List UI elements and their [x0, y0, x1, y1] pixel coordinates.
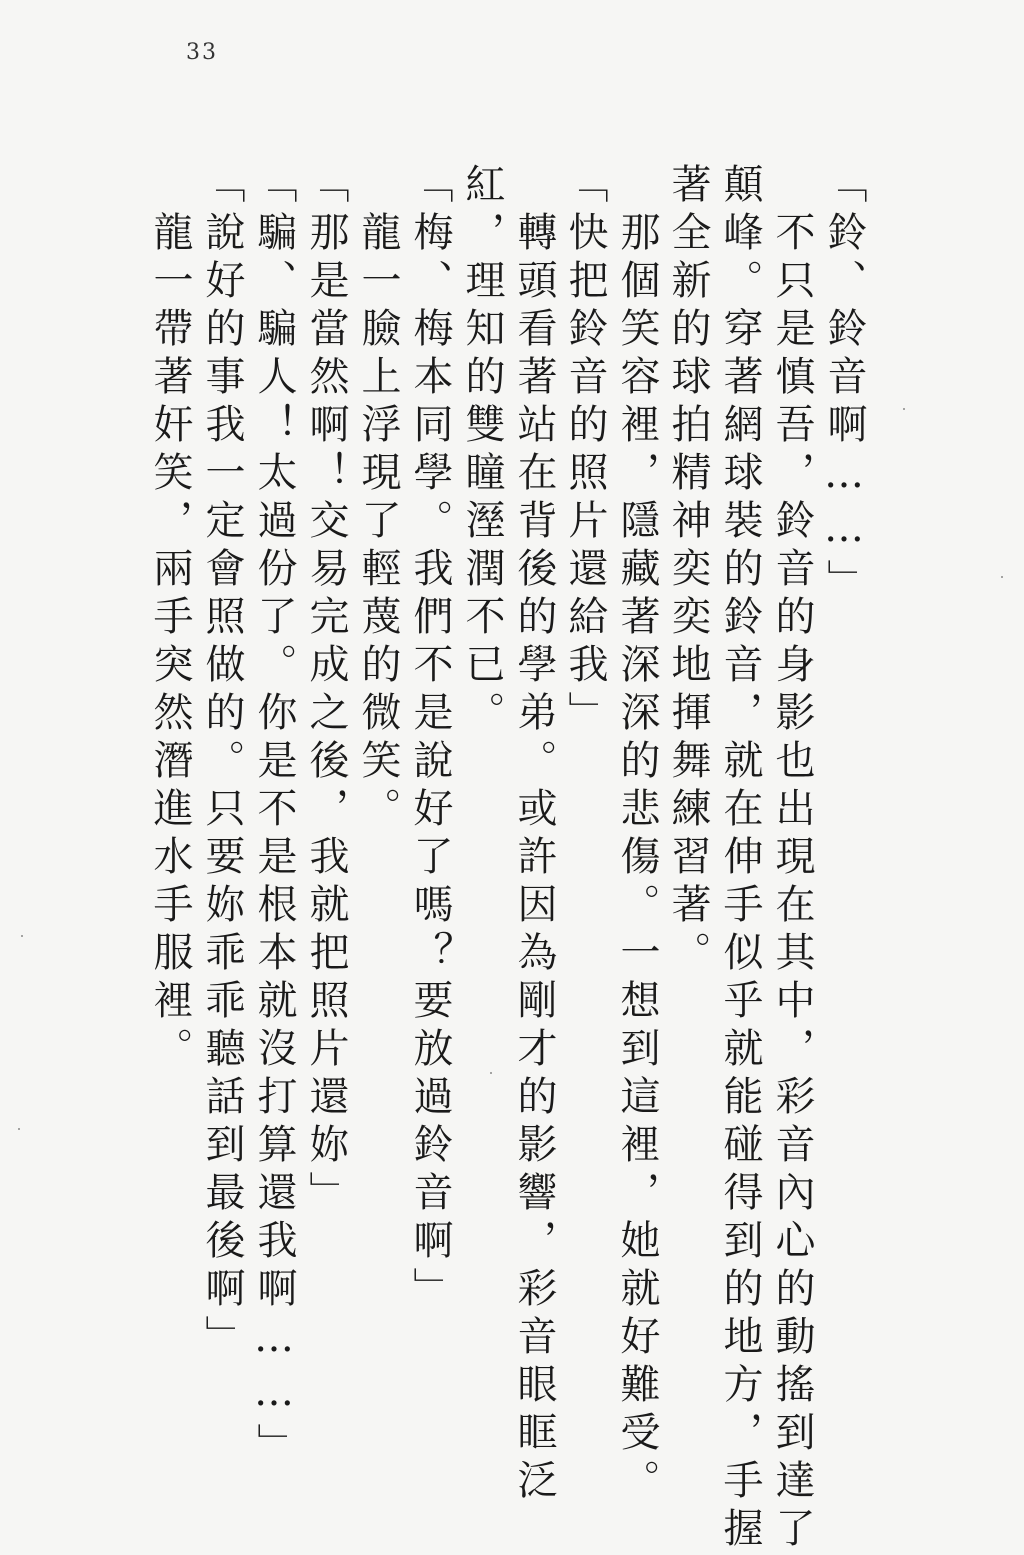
text-column: 「騙、騙人！太過份了。你是不是根本就沒打算還我啊……」	[251, 163, 297, 1471]
text-column: 「梅、梅本同學。我們不是說好了嗎？要放過鈴音啊」	[407, 163, 453, 1315]
scan-speck	[21, 935, 23, 937]
scan-speck	[490, 1072, 492, 1074]
text-column: 轉頭看著站在背後的學弟。或許因為剛才的影響，彩音眼眶泛	[511, 163, 557, 1507]
scan-speck	[18, 1128, 20, 1130]
text-column: 顛峰。穿著網球裝的鈴音，就在伸手似乎就能碰得到的地方，手握	[717, 163, 763, 1555]
text-column: 龍一帶著奸笑，兩手突然潛進水手服裡。	[147, 163, 193, 1075]
text-column: 「鈴、鈴音啊……」	[821, 163, 867, 607]
text-column: 紅，理知的雙瞳溼潤不已。	[459, 163, 505, 739]
text-column: 不只是慎吾，鈴音的身影也出現在其中，彩音內心的動搖到達了	[769, 163, 815, 1555]
text-column: 「那是當然啊！交易完成之後，我就把照片還妳」	[303, 163, 349, 1219]
text-column: 龍一臉上浮現了輕蔑的微笑。	[355, 163, 401, 835]
text-column: 著全新的球拍精神奕奕地揮舞練習著。	[665, 163, 711, 979]
text-column: 「快把鈴音的照片還給我」	[562, 163, 608, 739]
scan-speck	[903, 408, 905, 410]
text-column: 「說好的事我一定會照做的。只要妳乖乖聽話到最後啊」	[199, 163, 245, 1363]
scan-speck	[1001, 576, 1003, 578]
page-number: 33	[186, 40, 218, 65]
text-column: 那個笑容裡，隱藏著深深的悲傷。一想到這裡，她就好難受。	[614, 163, 660, 1507]
